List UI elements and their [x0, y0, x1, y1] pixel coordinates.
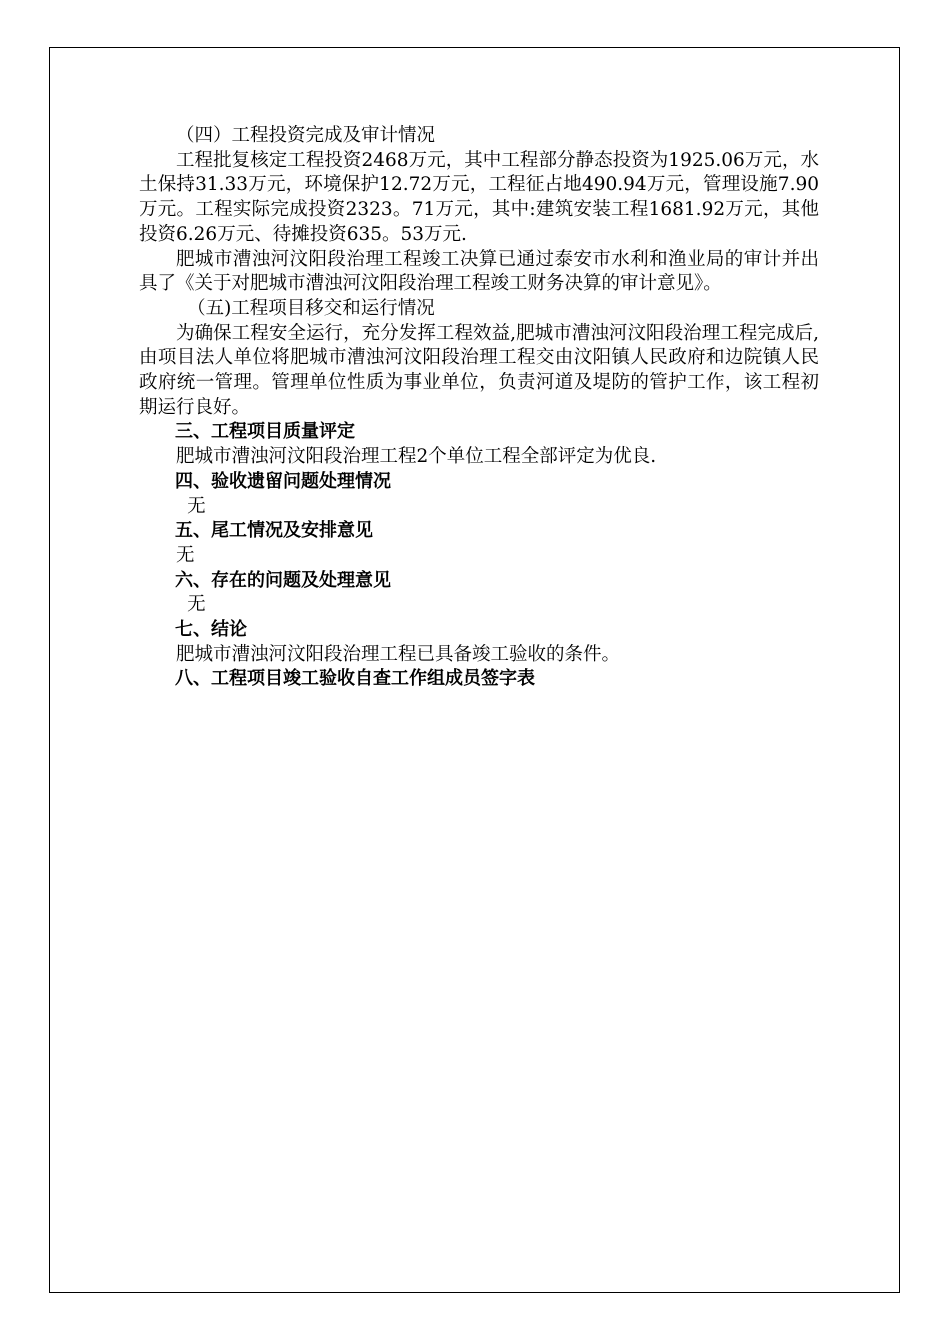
handover-operation-title: （五)工程项目移交和运行情况 — [187, 297, 435, 319]
conclusion-text: 肥城市漕浊河汶阳段治理工程已具备竣工验收的条件。 — [176, 643, 621, 665]
conclusion-heading: 七、结论 — [175, 619, 247, 641]
legacy-issues-text: 无 — [187, 495, 206, 517]
remaining-work-heading: 五、尾工情况及安排意见 — [175, 520, 373, 542]
remaining-work-text: 无 — [176, 544, 195, 566]
existing-problems-text: 无 — [187, 594, 206, 616]
quality-evaluation-heading: 三、工程项目质量评定 — [175, 421, 355, 443]
handover-paragraph: 为确保工程安全运行，充分发挥工程效益,肥城市漕浊河汶阳段治理工程完成后,由项目法人单位将肥城市漕浊河汶阳段治理工程交由汶阳镇人民政府和边院镇人民政府统一管理。管理单位性质为事业单位，负责河道及堤防的管护工作，该工程初期运行良好。 — [139, 322, 819, 418]
legacy-issues-heading: 四、验收遗留问题处理情况 — [175, 470, 391, 492]
audit-paragraph: 肥城市漕浊河汶阳段治理工程竣工决算已通过泰安市水利和渔业局的审计并出具了《关于对肥城市漕浊河汶阳段治理工程竣工财务决算的审计意见》。 — [139, 248, 819, 295]
document-body — [139, 124, 819, 692]
investment-audit-title: （四）工程投资完成及审计情况 — [176, 125, 436, 146]
quality-evaluation-text: 肥城市漕浊河汶阳段治理工程2个单位工程全部评定为优良. — [176, 446, 657, 468]
signature-table-heading: 八、工程项目竣工验收自查工作组成员签字表 — [175, 668, 535, 690]
investment-paragraph: 工程批复核定工程投资2468万元，其中工程部分静态投资为1925.06万元，水土保持31.33万元，环境保护12.72万元，工程征占地490.94万元，管理设施7.90万元。工程实际完成投资2323。71万元，其中:建筑安装工程1681.92万元，其他投资6.26万元、待摊投资635。53万元. — [139, 149, 819, 245]
existing-problems-heading: 六、存在的问题及处理意见 — [175, 569, 391, 591]
